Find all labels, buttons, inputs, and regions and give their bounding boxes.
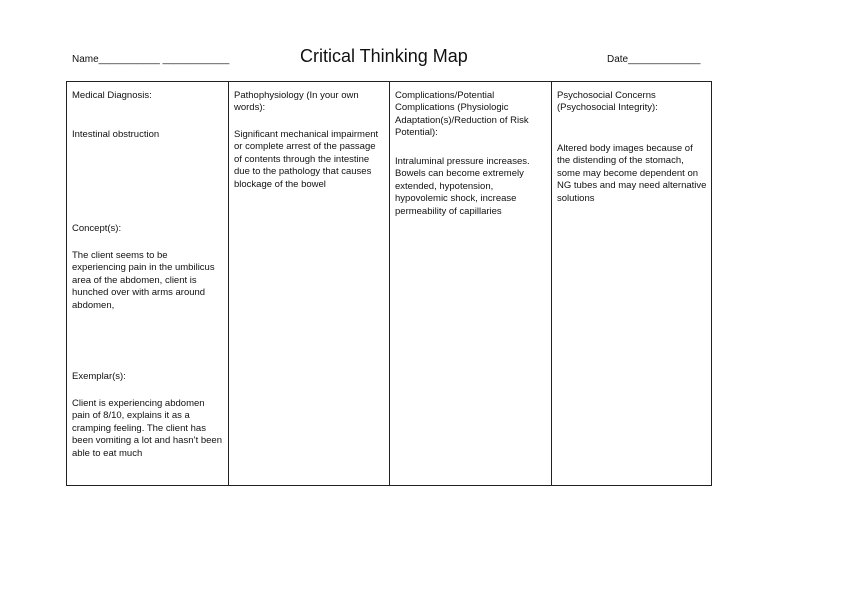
name-field-label: Name___________ ____________ (72, 54, 230, 65)
concepts-heading: Concept(s): (72, 223, 122, 234)
complications-value: Intraluminal pressure increases. Bowels can become extremely extended, hypotension, hypovolemic shock, increase permeability of capillaries (395, 156, 530, 217)
complications-heading: Complications/Potential Complications (Physiologic Adaptation(s)/Reduction of Risk Potential): (395, 90, 529, 139)
psychosocial-value: Altered body images because of the distending of the stomach, some may become dependent on NG tubes and may need alternative solutions (557, 143, 707, 204)
psychosocial-column (552, 82, 711, 485)
critical-thinking-table (66, 81, 712, 486)
complications-column (390, 82, 552, 485)
date-field-label: Date_____________ (607, 54, 701, 65)
pathophysiology-heading: Pathophysiology (In your own words): (234, 90, 359, 114)
exemplars-value: Client is experiencing abdomen pain of 8/10, explains it as a cramping feeling. The client has been vomiting a lot and hasn’t been able to eat much (72, 398, 222, 459)
exemplars-heading: Exemplar(s): (72, 371, 126, 382)
diagnosis-column (67, 82, 229, 485)
diagnosis-value: Intestinal obstruction (72, 129, 160, 140)
pathophysiology-column (229, 82, 390, 485)
psychosocial-heading: Psychosocial Concerns (Psychosocial Integrity): (557, 90, 658, 114)
page-title: Critical Thinking Map (300, 46, 468, 66)
pathophysiology-value: Significant mechanical impairment or complete arrest of the passage of contents through the intestine due to the pathology that causes blockage of the bowel (234, 129, 379, 190)
diagnosis-heading: Medical Diagnosis: (72, 90, 152, 101)
concepts-value: The client seems to be experiencing pain in the umbilicus area of the abdomen, client is hunched over with arms around abdomen, (72, 250, 215, 311)
